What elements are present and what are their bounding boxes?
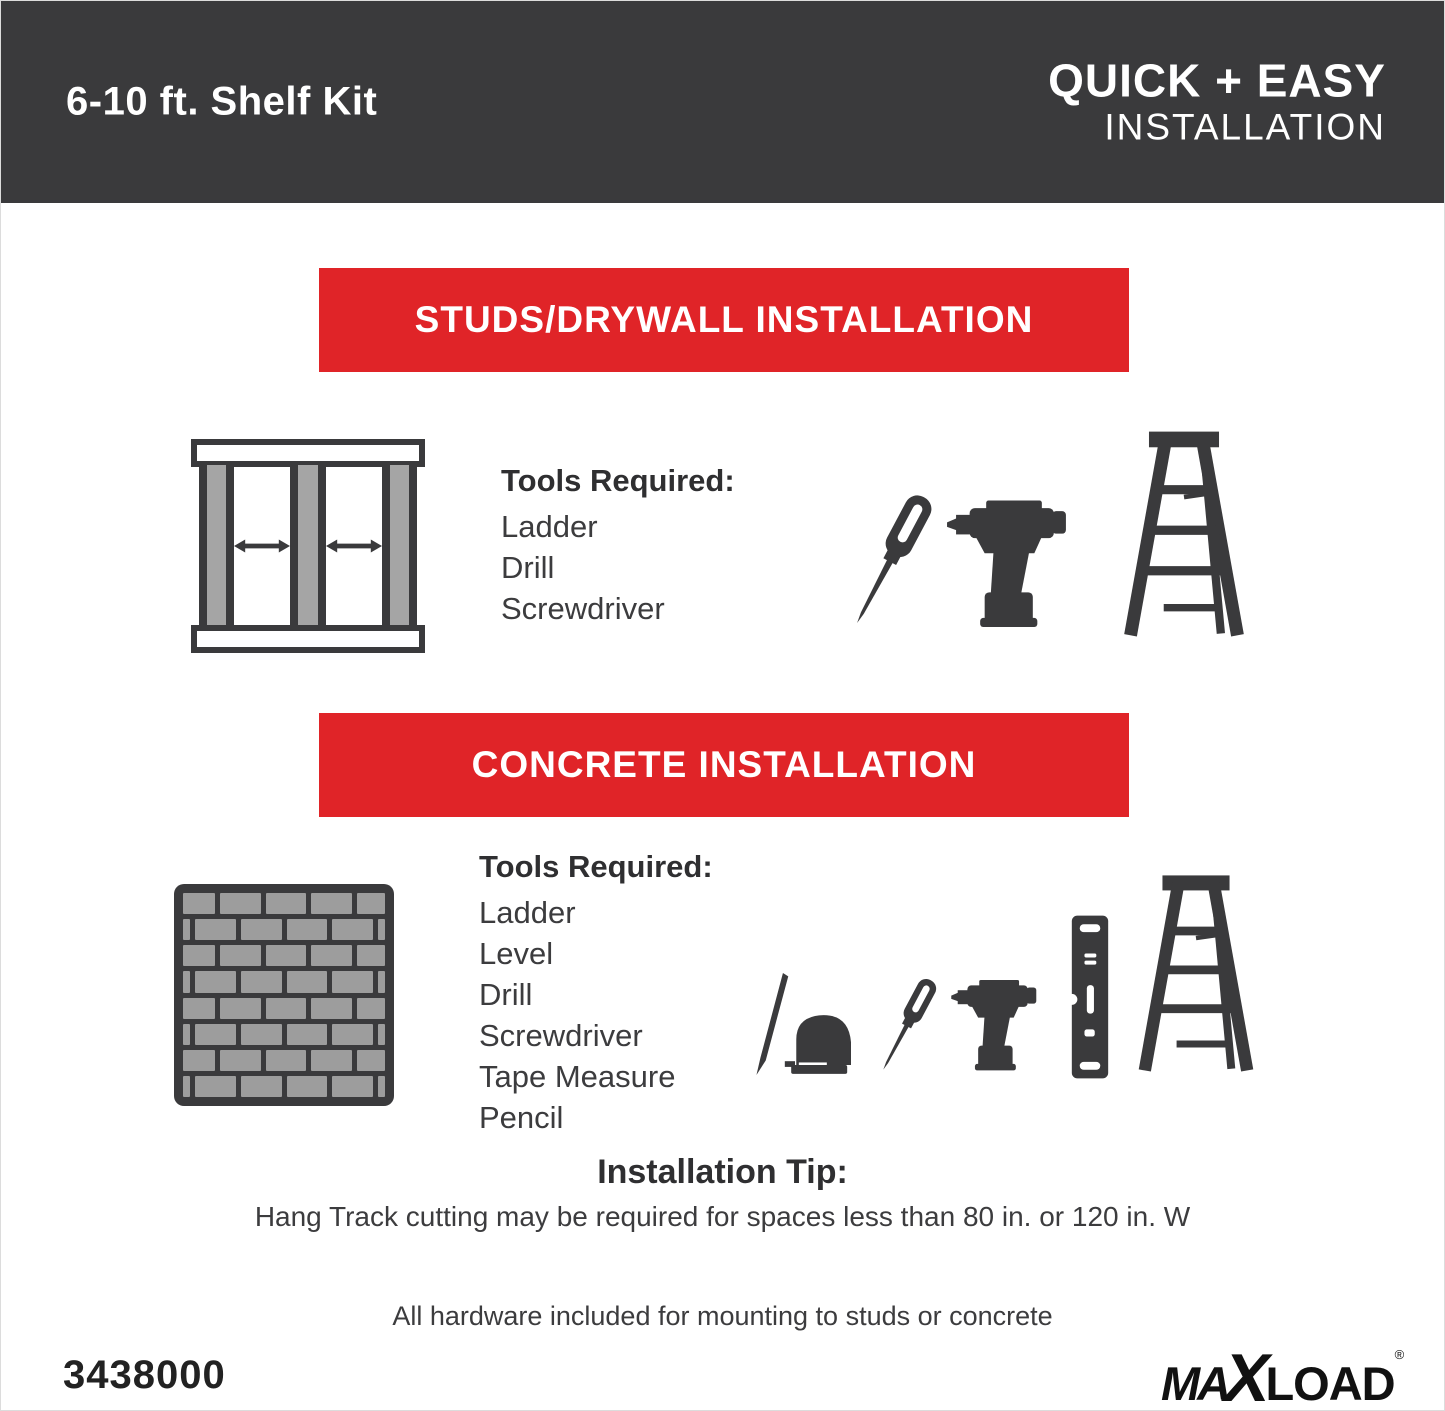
stud-bays bbox=[199, 465, 417, 627]
brick-wall-diagram bbox=[174, 884, 394, 1106]
tool-item: Level bbox=[479, 936, 554, 971]
tools-required-section-2 bbox=[479, 849, 713, 1138]
concrete-banner bbox=[319, 713, 1129, 817]
double-arrow-icon bbox=[326, 534, 382, 558]
tools-list bbox=[479, 892, 713, 1138]
stud bbox=[290, 465, 325, 627]
tool-item: Screwdriver bbox=[479, 1018, 643, 1053]
level-icon bbox=[1069, 914, 1111, 1080]
installation-tip-text: Hang Track cutting may be required for spaces less than 80 in. or 120 in. W bbox=[254, 1201, 1191, 1232]
header-tagline bbox=[1048, 55, 1386, 148]
logo-ma: MA bbox=[1161, 1357, 1229, 1410]
screwdriver-icon bbox=[846, 487, 932, 639]
stud bbox=[199, 465, 234, 627]
maxload-logo bbox=[1161, 1340, 1405, 1411]
drill-icon bbox=[933, 481, 1089, 639]
tool-item: Ladder bbox=[479, 895, 576, 930]
tools-required-section-1 bbox=[501, 463, 735, 629]
tool-item: Drill bbox=[501, 550, 555, 585]
studs-drywall-banner-label: STUDS/DRYWALL INSTALLATION bbox=[414, 299, 1034, 340]
product-title: 6-10 ft. Shelf Kit bbox=[66, 79, 378, 124]
screwdriver-icon bbox=[875, 973, 937, 1081]
tool-item: Drill bbox=[479, 977, 533, 1012]
double-arrow-icon bbox=[234, 534, 290, 558]
tools-list bbox=[501, 506, 735, 629]
logo-load: LOAD bbox=[1265, 1357, 1395, 1410]
hardware-note: All hardware included for mounting to studs or concrete bbox=[392, 1301, 1053, 1331]
tool-item: Screwdriver bbox=[501, 591, 665, 626]
drill-icon bbox=[939, 966, 1055, 1079]
top-plate bbox=[191, 439, 425, 467]
tool-item: Pencil bbox=[479, 1100, 564, 1135]
studs-drywall-banner bbox=[319, 268, 1129, 372]
ladder-icon bbox=[1129, 871, 1263, 1074]
model-number: 3438000 bbox=[63, 1353, 226, 1397]
tagline-bold: QUICK + EASY bbox=[1048, 54, 1386, 107]
concrete-banner-label: CONCRETE INSTALLATION bbox=[471, 744, 977, 785]
bottom-plate bbox=[191, 625, 425, 653]
tools-required-label: Tools Required: bbox=[501, 463, 735, 498]
ladder-icon bbox=[1113, 427, 1255, 639]
stud-wall-diagram bbox=[191, 439, 425, 653]
tool-item: Ladder bbox=[501, 509, 598, 544]
installation-tip-title: Installation Tip: bbox=[597, 1153, 848, 1191]
header-bar bbox=[1, 1, 1444, 203]
registered-mark: ® bbox=[1394, 1347, 1405, 1362]
logo-x: X bbox=[1224, 1340, 1270, 1411]
tagline-light: INSTALLATION bbox=[1104, 106, 1386, 148]
tape-measure-icon bbox=[784, 1009, 862, 1079]
stud-bay bbox=[234, 465, 290, 627]
stud bbox=[382, 465, 417, 627]
stud-bay bbox=[326, 465, 382, 627]
tool-item: Tape Measure bbox=[479, 1059, 676, 1094]
tools-required-label: Tools Required: bbox=[479, 849, 713, 884]
